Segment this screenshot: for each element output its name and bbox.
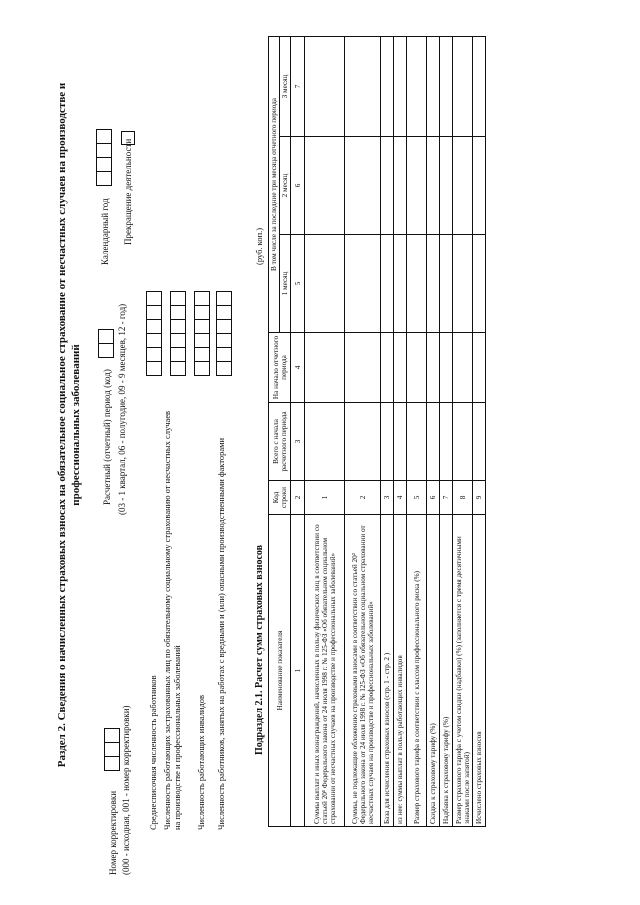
table-row: [381, 37, 394, 827]
cell[interactable]: [345, 235, 381, 333]
cell[interactable]: [427, 403, 440, 481]
row-label: Размер страхового тарифа с учетом скидки (надбавки) (%) (заполняется с тремя десятичными знаками после запятой): [453, 515, 473, 827]
colnum: 5: [291, 235, 305, 333]
indicator-label: Численность работников, занятых на работах с вредными и (или) опасными производственными факторами: [216, 437, 226, 830]
indicator-boxes[interactable]: [170, 291, 186, 375]
cell[interactable]: [381, 235, 394, 333]
cell[interactable]: [394, 137, 407, 235]
cell[interactable]: [473, 137, 486, 235]
table-row: [407, 37, 427, 827]
cell[interactable]: [427, 37, 440, 137]
row-label: Размер страхового тарифа в соответствии с классом профессионального риска (%): [407, 515, 427, 827]
cell[interactable]: [381, 137, 394, 235]
row-code: 9: [473, 481, 486, 515]
cell[interactable]: [394, 235, 407, 333]
row-code: 2: [345, 481, 381, 515]
cell[interactable]: [394, 333, 407, 403]
cell[interactable]: [381, 403, 394, 481]
header-last-three: В том числе за последние три месяца отчетного периода: [269, 37, 280, 333]
contributions-table: [268, 36, 486, 827]
termination-label: Прекращение деятельности: [123, 138, 133, 245]
row-code: 3: [381, 481, 394, 515]
cell[interactable]: [305, 235, 345, 333]
row-label: База для исчисления страховых взносов (стр. 1 - стр. 2 ): [381, 515, 394, 827]
row-label: Суммы, не подлежащие обложению страховыми взносами в соответствии со статьей 20² Федерального закона от 24 июля 1998 г. № 125-ФЗ «Об обязательном социальном страховании от несчастных случаев на производстве и профессиональных заболеваний»: [345, 515, 381, 827]
table-row: [394, 37, 407, 827]
header-name: Наименование показателя: [269, 515, 291, 827]
colnum: 2: [291, 481, 305, 515]
period-note: (03 - 1 квартал, 06 - полугодие, 09 - 9 месяцев, 12 - год): [117, 303, 127, 515]
cell[interactable]: [345, 403, 381, 481]
cell[interactable]: [407, 403, 427, 481]
cell[interactable]: [407, 235, 427, 333]
header-month-2: 2 месяц: [280, 137, 291, 235]
period-label: Расчетный (отчетный) период (код): [102, 369, 112, 505]
colnum: 1: [291, 515, 305, 827]
colnum: 6: [291, 137, 305, 235]
cell[interactable]: [453, 235, 473, 333]
row-label: Исчислено страховых взносов: [473, 515, 486, 827]
subsection-title: Подраздел 2.1. Расчет сумм страховых взносов: [254, 544, 265, 755]
cell[interactable]: [407, 37, 427, 137]
indicator-label: Численность работающих инвалидов: [196, 694, 206, 830]
row-code: 1: [305, 481, 345, 515]
correction-boxes[interactable]: [104, 728, 120, 770]
cell[interactable]: [407, 333, 427, 403]
cell[interactable]: [473, 37, 486, 137]
cell[interactable]: [453, 333, 473, 403]
cell[interactable]: [440, 137, 453, 235]
cell[interactable]: [440, 403, 453, 481]
table-row: [440, 37, 453, 827]
cell[interactable]: [440, 333, 453, 403]
indicator-boxes[interactable]: [194, 291, 210, 375]
header-since-start: На начало отчетного периода: [269, 333, 291, 403]
year-boxes[interactable]: [96, 129, 112, 185]
cell[interactable]: [440, 37, 453, 137]
cell[interactable]: [394, 37, 407, 137]
cell[interactable]: [305, 137, 345, 235]
header-total: Всего с начала расчетного периода: [269, 403, 291, 481]
colnum: 3: [291, 403, 305, 481]
indicator-boxes[interactable]: [216, 291, 232, 375]
row-label: Суммы выплат и иных вознаграждений, начисленных в пользу физических лиц в соответствии со статьей 20¹ Федерального закона от 24 июля 1998 г. № 125-ФЗ «Об обязательном социальном страховании от несчастных случаев на производстве и профессиональных заболеваний»: [305, 515, 345, 827]
cell[interactable]: [453, 37, 473, 137]
cell[interactable]: [427, 235, 440, 333]
row-code: 5: [407, 481, 427, 515]
header-month-1: 1 месяц: [280, 235, 291, 333]
section-title: Раздел 2. Сведения о начисленных страховых взносах на обязательное социальное страхование от несчастных случаев на производстве и профессиональных заболеваний: [56, 82, 82, 768]
header-code: Код строки: [269, 481, 291, 515]
period-boxes[interactable]: [98, 329, 114, 357]
row-code: 4: [394, 481, 407, 515]
unit-label: (руб. коп.): [254, 227, 264, 265]
cell[interactable]: [427, 137, 440, 235]
indicator-boxes[interactable]: [146, 291, 162, 375]
cell[interactable]: [305, 333, 345, 403]
cell[interactable]: [453, 403, 473, 481]
indicator-label: Среднесписочная численность работников: [148, 675, 158, 830]
cell[interactable]: [345, 333, 381, 403]
table-row: [345, 37, 381, 827]
cell[interactable]: [381, 333, 394, 403]
cell[interactable]: [473, 235, 486, 333]
cell[interactable]: [440, 235, 453, 333]
cell[interactable]: [345, 137, 381, 235]
row-code: 6: [427, 481, 440, 515]
cell[interactable]: [394, 403, 407, 481]
correction-note: (000 - исходная, 001 - номер корректировки): [121, 705, 131, 875]
cell[interactable]: [381, 37, 394, 137]
table-row: [453, 37, 473, 827]
cell[interactable]: [473, 333, 486, 403]
colnum: 4: [291, 333, 305, 403]
cell[interactable]: [305, 37, 345, 137]
row-label: из нее: суммы выплат в пользу работающих инвалидов: [394, 515, 407, 827]
cell[interactable]: [427, 333, 440, 403]
header-month-3: 3 месяц: [280, 37, 291, 137]
cell[interactable]: [407, 137, 427, 235]
year-label: Календарный год: [100, 198, 110, 265]
indicator-label: Численность работающих застрахованных лиц по обязательному социальному страхованию от несчастных случаев на производстве и профессиональных заболеваний: [162, 410, 182, 830]
table-row: [427, 37, 440, 827]
cell[interactable]: [453, 137, 473, 235]
row-label: Надбавка к страховому тарифу (%): [440, 515, 453, 827]
table-row: [305, 37, 345, 827]
row-code: 8: [453, 481, 473, 515]
table-row: [473, 37, 486, 827]
row-code: 7: [440, 481, 453, 515]
colnum: 7: [291, 37, 305, 137]
cell[interactable]: [473, 403, 486, 481]
correction-label: Номер корректировки: [108, 790, 118, 875]
cell[interactable]: [345, 37, 381, 137]
termination-checkbox[interactable]: [121, 131, 135, 145]
cell[interactable]: [305, 403, 345, 481]
row-label: Скидка к страховому тарифу (%): [427, 515, 440, 827]
